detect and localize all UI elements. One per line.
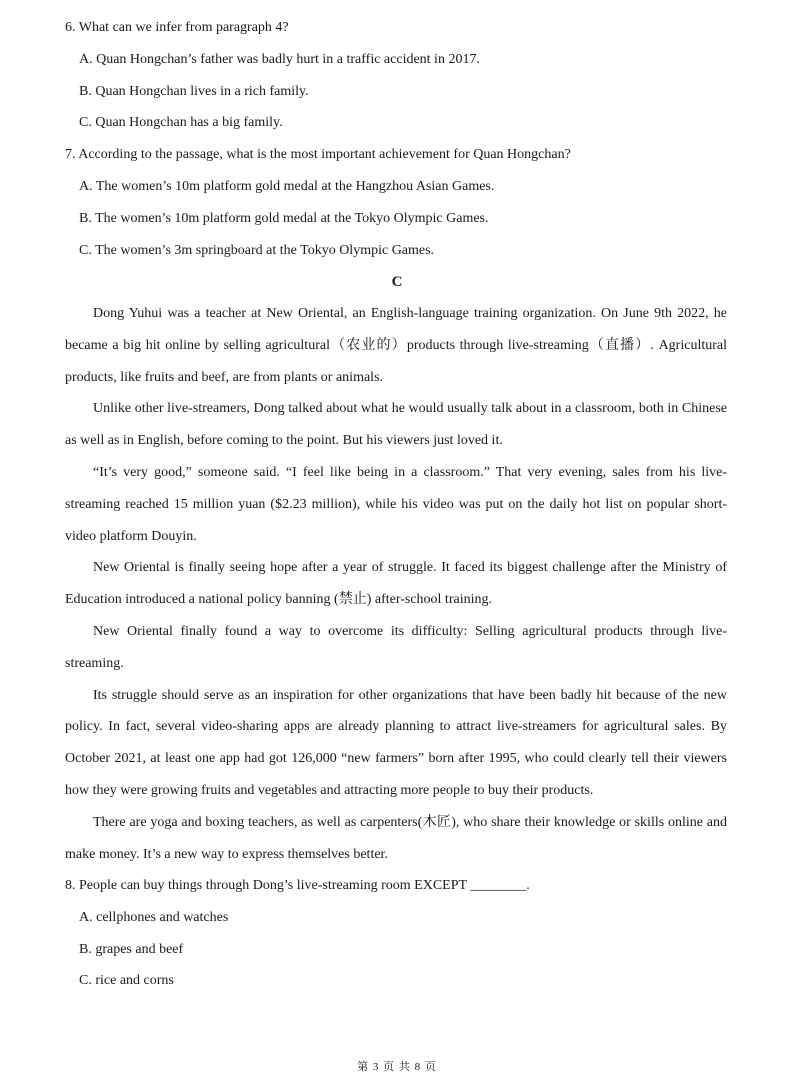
passage-paragraph-6: Its struggle should serve as an inspiration for other organizations that have been badly hit because of the new policy. In fact, several video-sharing apps are already planning to attract live-streamers for agricultural sales. By October 2021, at least one app had got 126,000 “new farmers” born after 1995, who could clearly tell their viewers how they were growing fruits and vegetables and attracting more people to buy their products.	[65, 687, 727, 798]
question-6-option-b: B. Quan Hongchan lives in a rich family.	[79, 83, 309, 99]
passage-paragraph-3: “It’s very good,” someone said. “I feel like being in a classroom.” That very evening, sales from his live-streaming reached 15 million yuan ($2.23 million), while his video was put on the daily hot list on popular short-video platform Douyin.	[65, 464, 727, 544]
question-8-stem: 8. People can buy things through Dong’s live-streaming room EXCEPT ________.	[65, 878, 530, 893]
question-8-option-a: A. cellphones and watches	[79, 909, 229, 925]
passage-paragraph-1: Dong Yuhui was a teacher at New Oriental, an English-language training organization. On June 9th 2022, he became a big hit online by selling agricultural（农业的）products through live-streaming（直播）. Agricultural products, like fruits and beef, are from plants or animals.	[65, 306, 727, 385]
question-8	[65, 870, 727, 997]
question-7-option-b: B. The women’s 10m platform gold medal at the Tokyo Olympic Games.	[79, 210, 489, 226]
question-7-option-a: A. The women’s 10m platform gold medal at the Hangzhou Asian Games.	[79, 178, 495, 194]
page-number-footer: 第 3 页 共 8 页	[357, 1061, 437, 1073]
passage-paragraph-2: Unlike other live-streamers, Dong talked about what he would usually talk about in a classroom, both in Chinese as well as in English, before coming to the point. But his viewers just loved it.	[65, 401, 727, 449]
question-7-stem: 7. According to the passage, what is the most important achievement for Quan Hongchan?	[65, 147, 571, 163]
question-8-option-b: B. grapes and beef	[79, 941, 184, 957]
question-8-option-c: C. rice and corns	[79, 973, 174, 989]
passage-paragraph-5: New Oriental finally found a way to overcome its difficulty: Selling agricultural products through live-streaming.	[65, 623, 727, 671]
question-7-option-c: C. The women’s 3m springboard at the Tokyo Olympic Games.	[79, 242, 435, 258]
question-6-stem: 6. What can we infer from paragraph 4?	[65, 20, 289, 35]
question-6-option-a: A. Quan Hongchan’s father was badly hurt in a traffic accident in 2017.	[79, 51, 480, 67]
passage-paragraph-4: New Oriental is finally seeing hope after a year of struggle. It faced its biggest challenge after the Ministry of Education introduced a national policy banning (禁止) after-school training.	[65, 560, 727, 608]
question-6-option-c: C. Quan Hongchan has a big family.	[79, 115, 283, 131]
passage-c	[65, 298, 727, 870]
questions-6-7	[65, 12, 727, 266]
section-heading: C	[391, 274, 403, 290]
passage-paragraph-7: There are yoga and boxing teachers, as well as carpenters(木匠), who share their knowledge or skills online and make money. It’s a new way to express themselves better.	[65, 814, 727, 862]
